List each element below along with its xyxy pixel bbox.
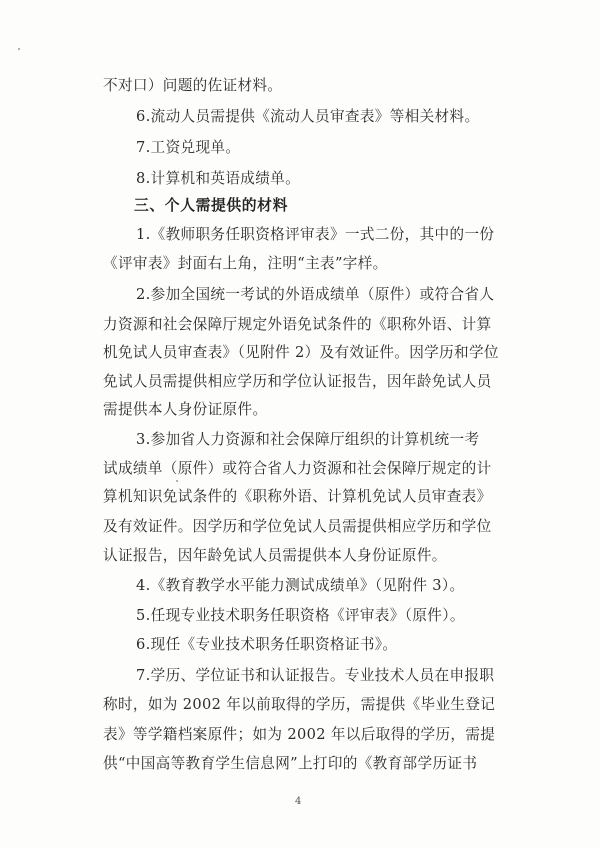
- text-line: 《评审表》封面右上角，注明“主表”字样。: [103, 255, 388, 272]
- text-line: 3.参加省人力资源和社会保障厅组织的计算机统一考: [136, 431, 480, 448]
- text-line: 认证报告，因年龄免试人员需提供本人身份证原件。: [103, 547, 447, 564]
- text-line: 7.工资兑现单。: [136, 139, 241, 156]
- text-line: 称时，如为 2002 年以前取得的学历，需提供《毕业生登记: [103, 696, 496, 713]
- text-line: 7.学历、学位证书和认证报告。专业技术人员在申报职: [136, 667, 495, 684]
- text-line: 免试人员需提供相应学历和学位认证报告，因年龄免试人员: [103, 373, 492, 390]
- text-line: 算机知识免试条件的《职称外语、计算机免试人员审查表》: [103, 488, 492, 505]
- page-number: 4: [295, 796, 302, 807]
- text-line: 8.计算机和英语成绩单。: [136, 170, 301, 187]
- section-heading: 三、个人需提供的材料: [134, 197, 288, 214]
- text-line: 力资源和社会保障厅规定外语免试条件的《职称外语、计算: [103, 316, 492, 333]
- text-line: 及有效证件。因学历和学位免试人员需提供相应学历和学位: [103, 518, 492, 535]
- text-line: 6.现任《专业技术职务任职资格证书》。: [136, 636, 398, 653]
- text-line: 不对口）问题的佐证材料。: [103, 77, 283, 94]
- scan-speck: [176, 480, 178, 482]
- text-line: 试成绩单（原件）或符合省人力资源和社会保障厅规定的计: [103, 460, 492, 477]
- text-line: 1.《教师职务任职资格评审表》一式二份，其中的一份: [136, 226, 495, 243]
- text-line: 5.任现专业技术职务任职资格《评审表》（原件）。: [136, 607, 465, 624]
- text-line: 6.流动人员需提供《流动人员审查表》等相关材料。: [136, 108, 480, 125]
- text-line: 机免试人员审查表》（见附件 2）及有效证件。因学历和学位: [103, 344, 499, 361]
- text-line: 4.《教育教学水平能力测试成绩单》（见附件 3）。: [136, 577, 465, 594]
- text-line: 表》等学籍档案原件；如为 2002 年以后取得的学历，需提: [103, 726, 496, 743]
- text-line: 2.参加全国统一考试的外语成绩单（原件）或符合省人: [136, 286, 495, 303]
- text-line: 需提供本人身份证原件。: [103, 401, 268, 418]
- text-line: 供“中国高等教育学生信息网”上打印的《教育部学历证书: [103, 755, 478, 772]
- scan-speck: [18, 48, 20, 50]
